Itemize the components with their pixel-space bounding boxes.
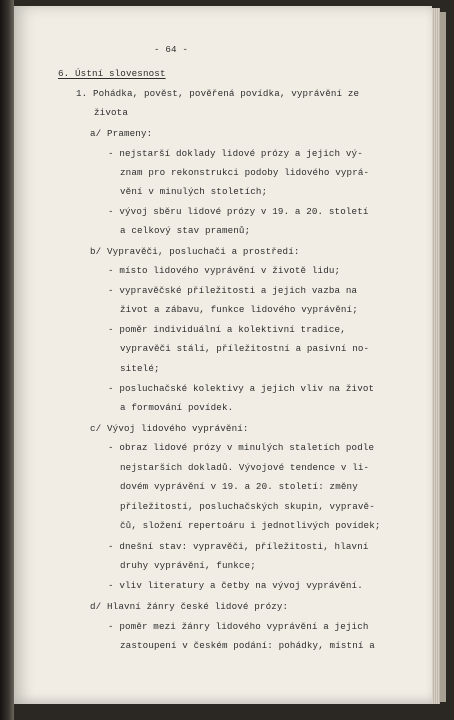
text-line: druhy vyprávění, funkce; <box>120 560 256 571</box>
bullet-line: - posluchačské kolektivy a jejich vliv na život <box>108 383 375 394</box>
text-line: dovém vyprávění v 19. a 20. století: změny <box>120 481 358 492</box>
bullet-line: - vliv literatury a četby na vývoj vyprávění. <box>108 580 363 591</box>
bullet-line: - obraz lidové prózy v minulých staletích podle <box>108 442 375 453</box>
page-number: - 64 - <box>154 44 188 55</box>
bullet-line: - poměr mezi žánry lidového vyprávění a jejich <box>108 621 369 632</box>
text-line: znam pro rekonstrukci podoby lidového vyprá- <box>120 167 370 178</box>
text-line: života <box>94 107 128 118</box>
page-stack-edge <box>432 8 440 704</box>
text-line: příležitostí, posluchačských skupin, vypravě- <box>120 501 375 512</box>
item-heading: d/ Hlavní žánry české lidové prózy: <box>90 601 289 612</box>
text-line: sitelé; <box>120 363 160 374</box>
bullet-line: - dnešní stav: vypravěči, příležitosti, hlavní <box>108 541 369 552</box>
document-page <box>14 6 432 704</box>
bullet-line: - poměr individuální a kolektivní tradice, <box>108 324 346 335</box>
text-line: zastoupení v českém podání: pohádky, místní a <box>120 640 375 651</box>
text-line: čů, složení repertoáru i jednotlivých povídek; <box>120 520 381 531</box>
text-line: vypravěči stálí, příležitostní a pasivní no- <box>120 343 370 354</box>
bullet-line: - místo lidového vyprávění v životě lidu; <box>108 265 341 276</box>
section-heading: 6. Ústní slovesnost <box>58 68 166 79</box>
subsection-heading: 1. Pohádka, pověst, pověřená povídka, vyprávění ze <box>76 88 360 99</box>
bullet-line: - nejstarší doklady lidové prózy a jejich vý- <box>108 148 363 159</box>
text-line: život a zábavu, funkce lidového vyprávění; <box>120 304 358 315</box>
item-heading: b/ Vypravěči, posluchači a prostředí: <box>90 246 300 257</box>
item-heading: a/ Prameny: <box>90 128 153 139</box>
item-heading: c/ Vývoj lidového vyprávění: <box>90 423 249 434</box>
text-line: vění v minulých stoletích; <box>120 186 268 197</box>
text-line: nejstarších dokladů. Vývojové tendence v li- <box>120 462 370 473</box>
text-line: a celkový stav pramenů; <box>120 225 251 236</box>
book-cover-edge <box>440 12 446 702</box>
bullet-line: - vývoj sběru lidové prózy v 19. a 20. století <box>108 206 369 217</box>
text-line: a formování povídek. <box>120 402 234 413</box>
book-spine-shadow <box>0 0 14 720</box>
bullet-line: - vypravěčské příležitosti a jejich vazba na <box>108 285 358 296</box>
